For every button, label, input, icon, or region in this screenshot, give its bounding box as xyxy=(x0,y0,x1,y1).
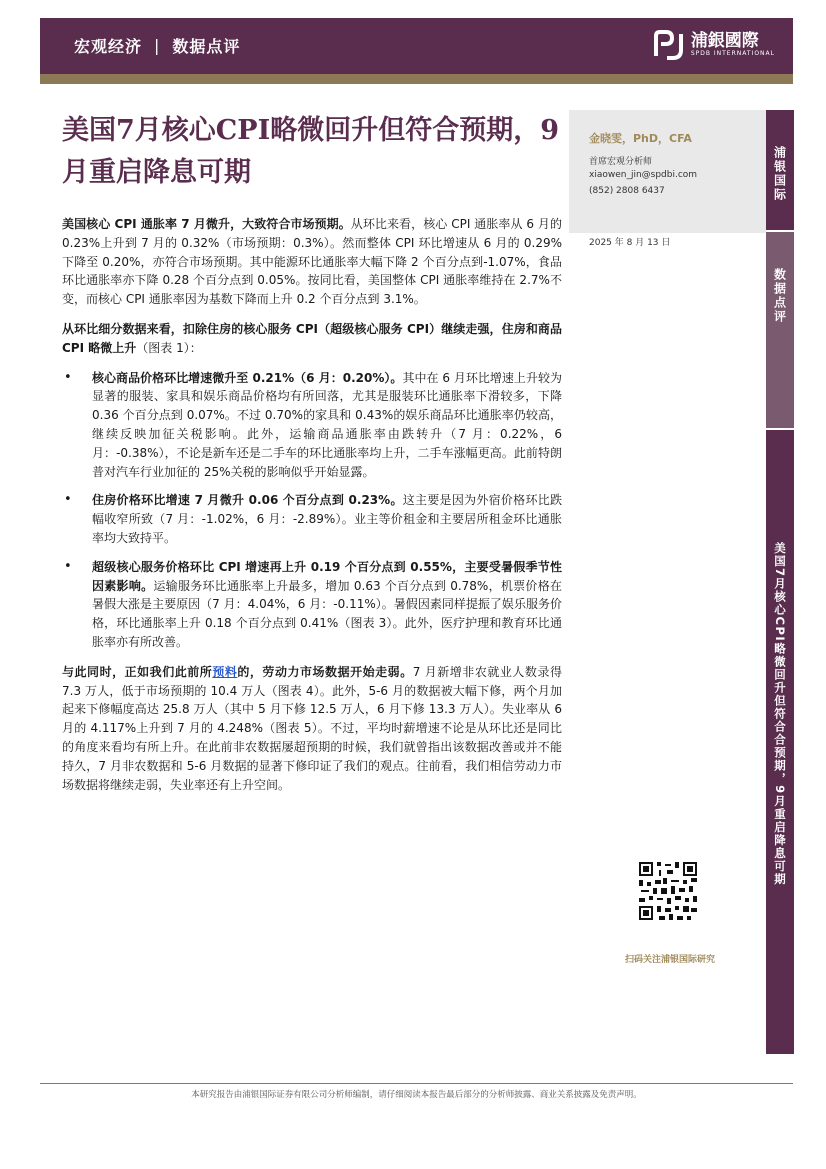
report-header xyxy=(40,18,793,84)
date-panel xyxy=(569,225,766,255)
paragraph-breakdown-intro xyxy=(62,320,562,358)
qr-caption: 扫码关注浦银国际研究 xyxy=(624,955,715,965)
side-tab-type-label: 数据点评 xyxy=(772,268,787,324)
list-item xyxy=(62,558,562,652)
paragraph-text: （图表 1）： xyxy=(136,340,202,355)
company-logo xyxy=(651,28,775,62)
bullet-text: 这主要是因为外宿价格环比跌幅收窄所致（7 月：-1.02%，6 月：-2.89%）。业主等价租金和主要居所租金环比通胀率均大致持平。 xyxy=(92,493,562,545)
side-tab-title-label: 美国7月核心CPI略微回升但符合合预期，9月重启降息可期 xyxy=(773,542,787,886)
report-title: 美国7月核心CPI略微回升但符合预期，9月重启降息可期 xyxy=(62,115,559,188)
analyst-role: 首席宏观分析师 xyxy=(589,157,653,167)
bullet-lead: 核心商品价格环比增速微升至 0.21%（6 月：0.20%）。 xyxy=(92,370,403,385)
bullet-lead: 超级核心服务价格环比 CPI 增速再上升 0.19 个百分点到 0.55%，主要受暑假季节性因素影响。 xyxy=(92,559,562,593)
list-item xyxy=(62,491,562,547)
logo-text-en: SPDB INTERNATIONAL xyxy=(690,50,775,57)
paragraph-cpi-summary xyxy=(62,215,562,309)
report-date: 2025 年 8 月 13 日 xyxy=(589,238,671,248)
category-label: 宏观经济 xyxy=(74,37,143,56)
paragraph-labor-market xyxy=(62,663,562,795)
side-tab-type xyxy=(766,232,794,428)
analyst-panel xyxy=(569,110,766,233)
report-body xyxy=(62,215,562,805)
paragraph-text: 从环比来看，核心 CPI 通胀率从 6 月的 0.23%上升到 7 月的 0.32%（市场预期：0.3%）。然而整体 CPI 环比增速从 6 月的 0.29%下降至 0.20%，亦符合市场预期。其中能源环比通胀率大幅下降 2 个百分点到-1.07%，食品环比通胀率亦下降 0.28 个百分点到 0.05%。按同比看，美国整体 CPI 通胀率维持在 2.7%不变，而核心 CPI 通胀率因为基数下降而上升 0.2 个百分点到 3.1%。 xyxy=(62,217,562,307)
bullet-text: 运输服务环比通胀率上升最多，增加 0.63 个百分点到 0.78%，机票价格在暑假大涨是主要原因（7 月：4.04%，6 月：-0.11%）。暑假因素同样提振了娱乐服务价格，环比通胀率上升 0.18 个百分点到 0.41%（图表 3）。此外，医疗护理和教育环比通胀率亦有所改善。 xyxy=(92,578,562,649)
side-tab-company xyxy=(766,110,794,230)
category-separator: | xyxy=(154,36,161,55)
bullet-text: 其中在 6 月环比增速上升较为显著的服装、家具和娱乐商品价格均有所回落，尤其是服装环比通胀率下滑较多，下降 0.36 个百分点到 0.07%。不过 0.70%的家具和 0.43%的娱乐商品环比通胀率仍较高，继续反映加征关税影响。此外，运输商品通胀率由跌转升（7 月：0.22%，6 月：-0.38%），不论是新车还是二手车的环比通胀率均上升，二手车涨幅更高。此前特朗普对汽车行业加征的 25%关税的影响似乎开始显露。 xyxy=(92,370,563,479)
report-type-label: 数据点评 xyxy=(172,37,241,56)
paragraph-lead-cont: 的，劳动力市场数据开始走弱。 xyxy=(237,664,413,679)
bullet-lead: 住房价格环比增速 7 月微升 0.06 个百分点到 0.23%。 xyxy=(92,493,403,508)
list-item xyxy=(62,369,562,482)
header-category xyxy=(74,34,240,57)
paragraph-lead: 与此同时，正如我们此前所 xyxy=(62,664,213,679)
paragraph-lead: 从环比细分数据来看，扣除住房的核心服务 CPI（超级核心服务 CPI）继续走强，住房和商品 CPI 略微上升 xyxy=(62,321,562,355)
footer-disclaimer: 本研究报告由浦银国际证券有限公司分析师编制，请仔细阅读本报告最后部分的分析师披露、商业关系披露及免责声明。 xyxy=(191,1090,642,1100)
side-tab-company-label: 浦银国际 xyxy=(772,146,787,202)
analyst-phone: (852) 2808 6437 xyxy=(589,186,665,196)
footer-divider xyxy=(40,1083,793,1084)
analyst-name: 金晓雯，PhD，CFA xyxy=(589,132,692,145)
paragraph-lead: 美国核心 CPI 通胀率 7 月微升，大致符合市场预期。 xyxy=(62,217,351,231)
analyst-email[interactable]: xiaowen_jin@spdbi.com xyxy=(589,170,698,180)
qr-code-icon xyxy=(637,860,699,922)
paragraph-text: 7 月新增非农就业人数录得 7.3 万人，低于市场预期的 10.4 万人（图表 4）。此外，5-6 月的数据被大幅下修，两个月加起来下修幅度高达 25.8 万人（其中 5 月下修 12.5 万人，6 月下修 13.3 万人）。失业率从 6 月的 4.117%上升到 7 月的 4.248%（图表 5）。不过，平均时薪增速不论是从环比还是同比的角度来看均有所上升。在此前非农数据屡超预期的时候，我们就曾指出该数据改善或并不能持久，7 月非农数据和 5-6 月数据的显著下修印证了我们的观点。往前看，我们相信劳动力市场数据将继续走弱，失业率还有上升空间。 xyxy=(62,664,562,792)
logo-text-cn: 浦銀國際 xyxy=(690,31,759,51)
breakdown-list xyxy=(62,369,562,652)
side-tab-title xyxy=(766,430,794,1054)
forecast-link[interactable]: 预料 xyxy=(212,664,238,679)
logo-mark-icon xyxy=(651,28,685,62)
